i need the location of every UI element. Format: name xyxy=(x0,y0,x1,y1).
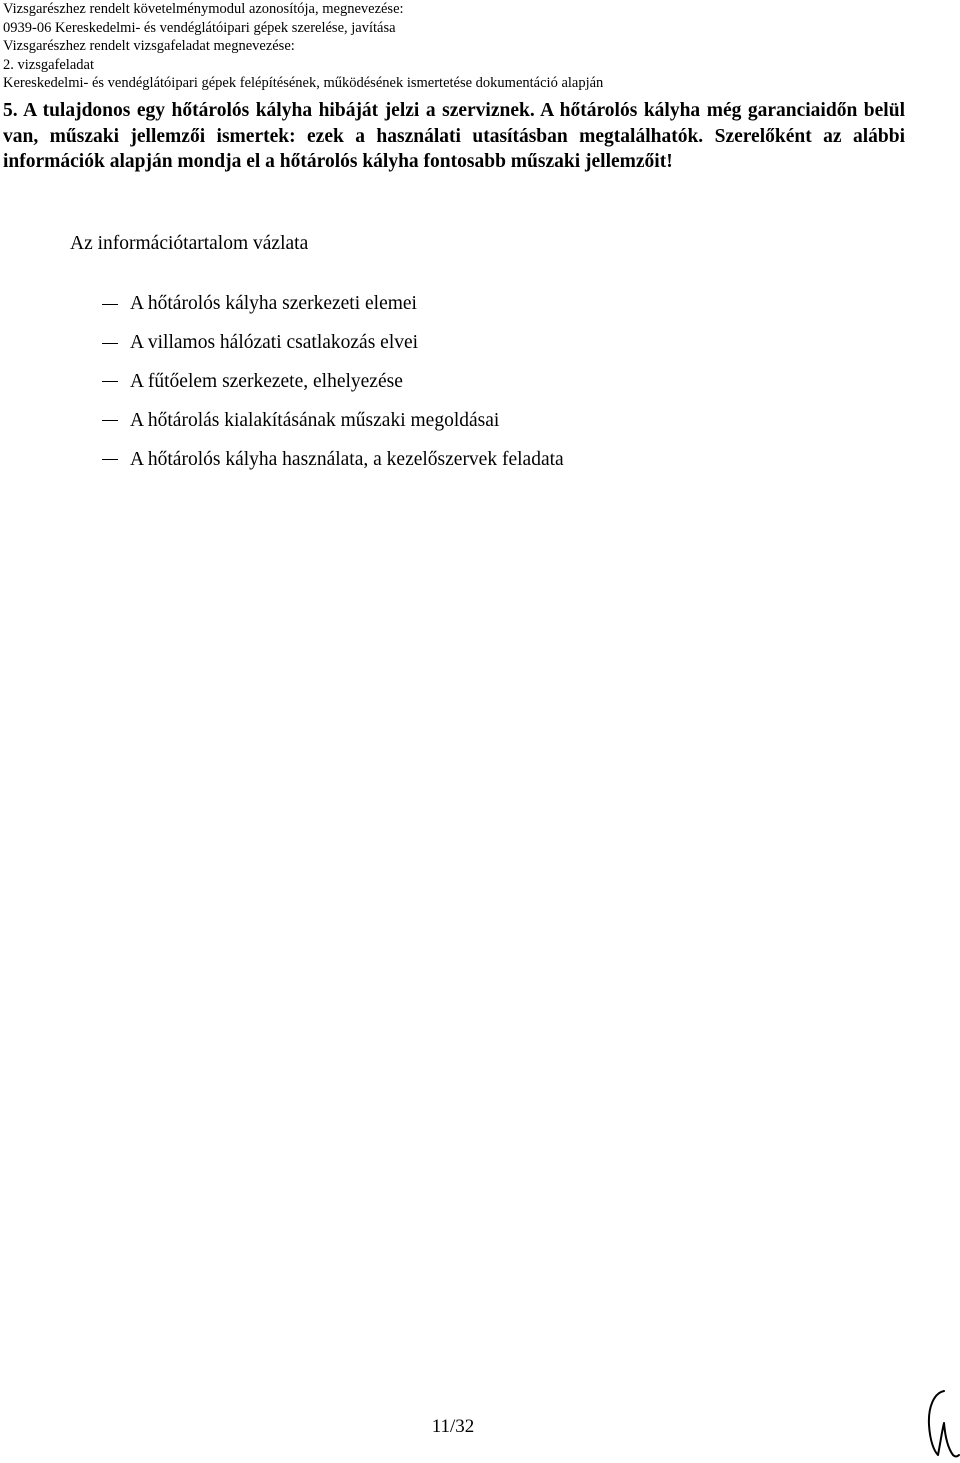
list-item xyxy=(102,285,564,324)
header-line-module-name: 0939-06 Kereskedelmi- és vendéglátóipari gépek szerelése, javítása xyxy=(3,19,396,36)
dash-bullet-icon xyxy=(102,459,118,460)
outline-list xyxy=(102,285,564,479)
list-item-text: A hőtárolás kialakításának műszaki megoldásai xyxy=(130,409,500,431)
header-line-task-label: Vizsgarészhez rendelt vizsgafeladat megnevezése: xyxy=(3,38,295,55)
list-item xyxy=(102,363,564,402)
dash-bullet-icon xyxy=(102,381,118,382)
list-item-text: A villamos hálózati csatlakozás elvei xyxy=(130,332,419,354)
list-item xyxy=(102,401,564,440)
header-line-task-number: 2. vizsgafeladat xyxy=(3,56,94,73)
dash-bullet-icon xyxy=(102,420,118,421)
header-line-module-label: Vizsgarészhez rendelt követelménymodul azonosítója, megnevezése: xyxy=(3,1,404,17)
list-item xyxy=(102,324,564,363)
handwritten-signature-icon xyxy=(920,1385,960,1463)
task-description: 5. A tulajdonos egy hőtárolós kályha hibáját jelzi a szerviznek. A hőtárolós kályha még garanciaidőn belül van, műszaki jellemzői ismertek: ezek a használati utasításban megtalálhatók. Szerelőként az alábbi információk alapján mondja el a hőtárolós kályha fontosabb műszaki jellemzőit! xyxy=(3,100,905,173)
list-item xyxy=(102,440,564,479)
list-item-text: A hőtárolós kályha szerkezeti elemei xyxy=(130,293,417,315)
dash-bullet-icon xyxy=(102,343,118,344)
document-header xyxy=(3,0,953,93)
list-item-text: A hőtárolós kályha használata, a kezelőszervek feladata xyxy=(130,448,564,470)
header-line-task-name: Kereskedelmi- és vendéglátóipari gépek felépítésének, működésének ismertetése dokumentáció alapján xyxy=(3,75,604,92)
outline-title: Az információtartalom vázlata xyxy=(70,233,309,254)
dash-bullet-icon xyxy=(102,304,118,305)
page-number: 11/32 xyxy=(431,1416,475,1437)
list-item-text: A fűtőelem szerkezete, elhelyezése xyxy=(130,370,403,392)
